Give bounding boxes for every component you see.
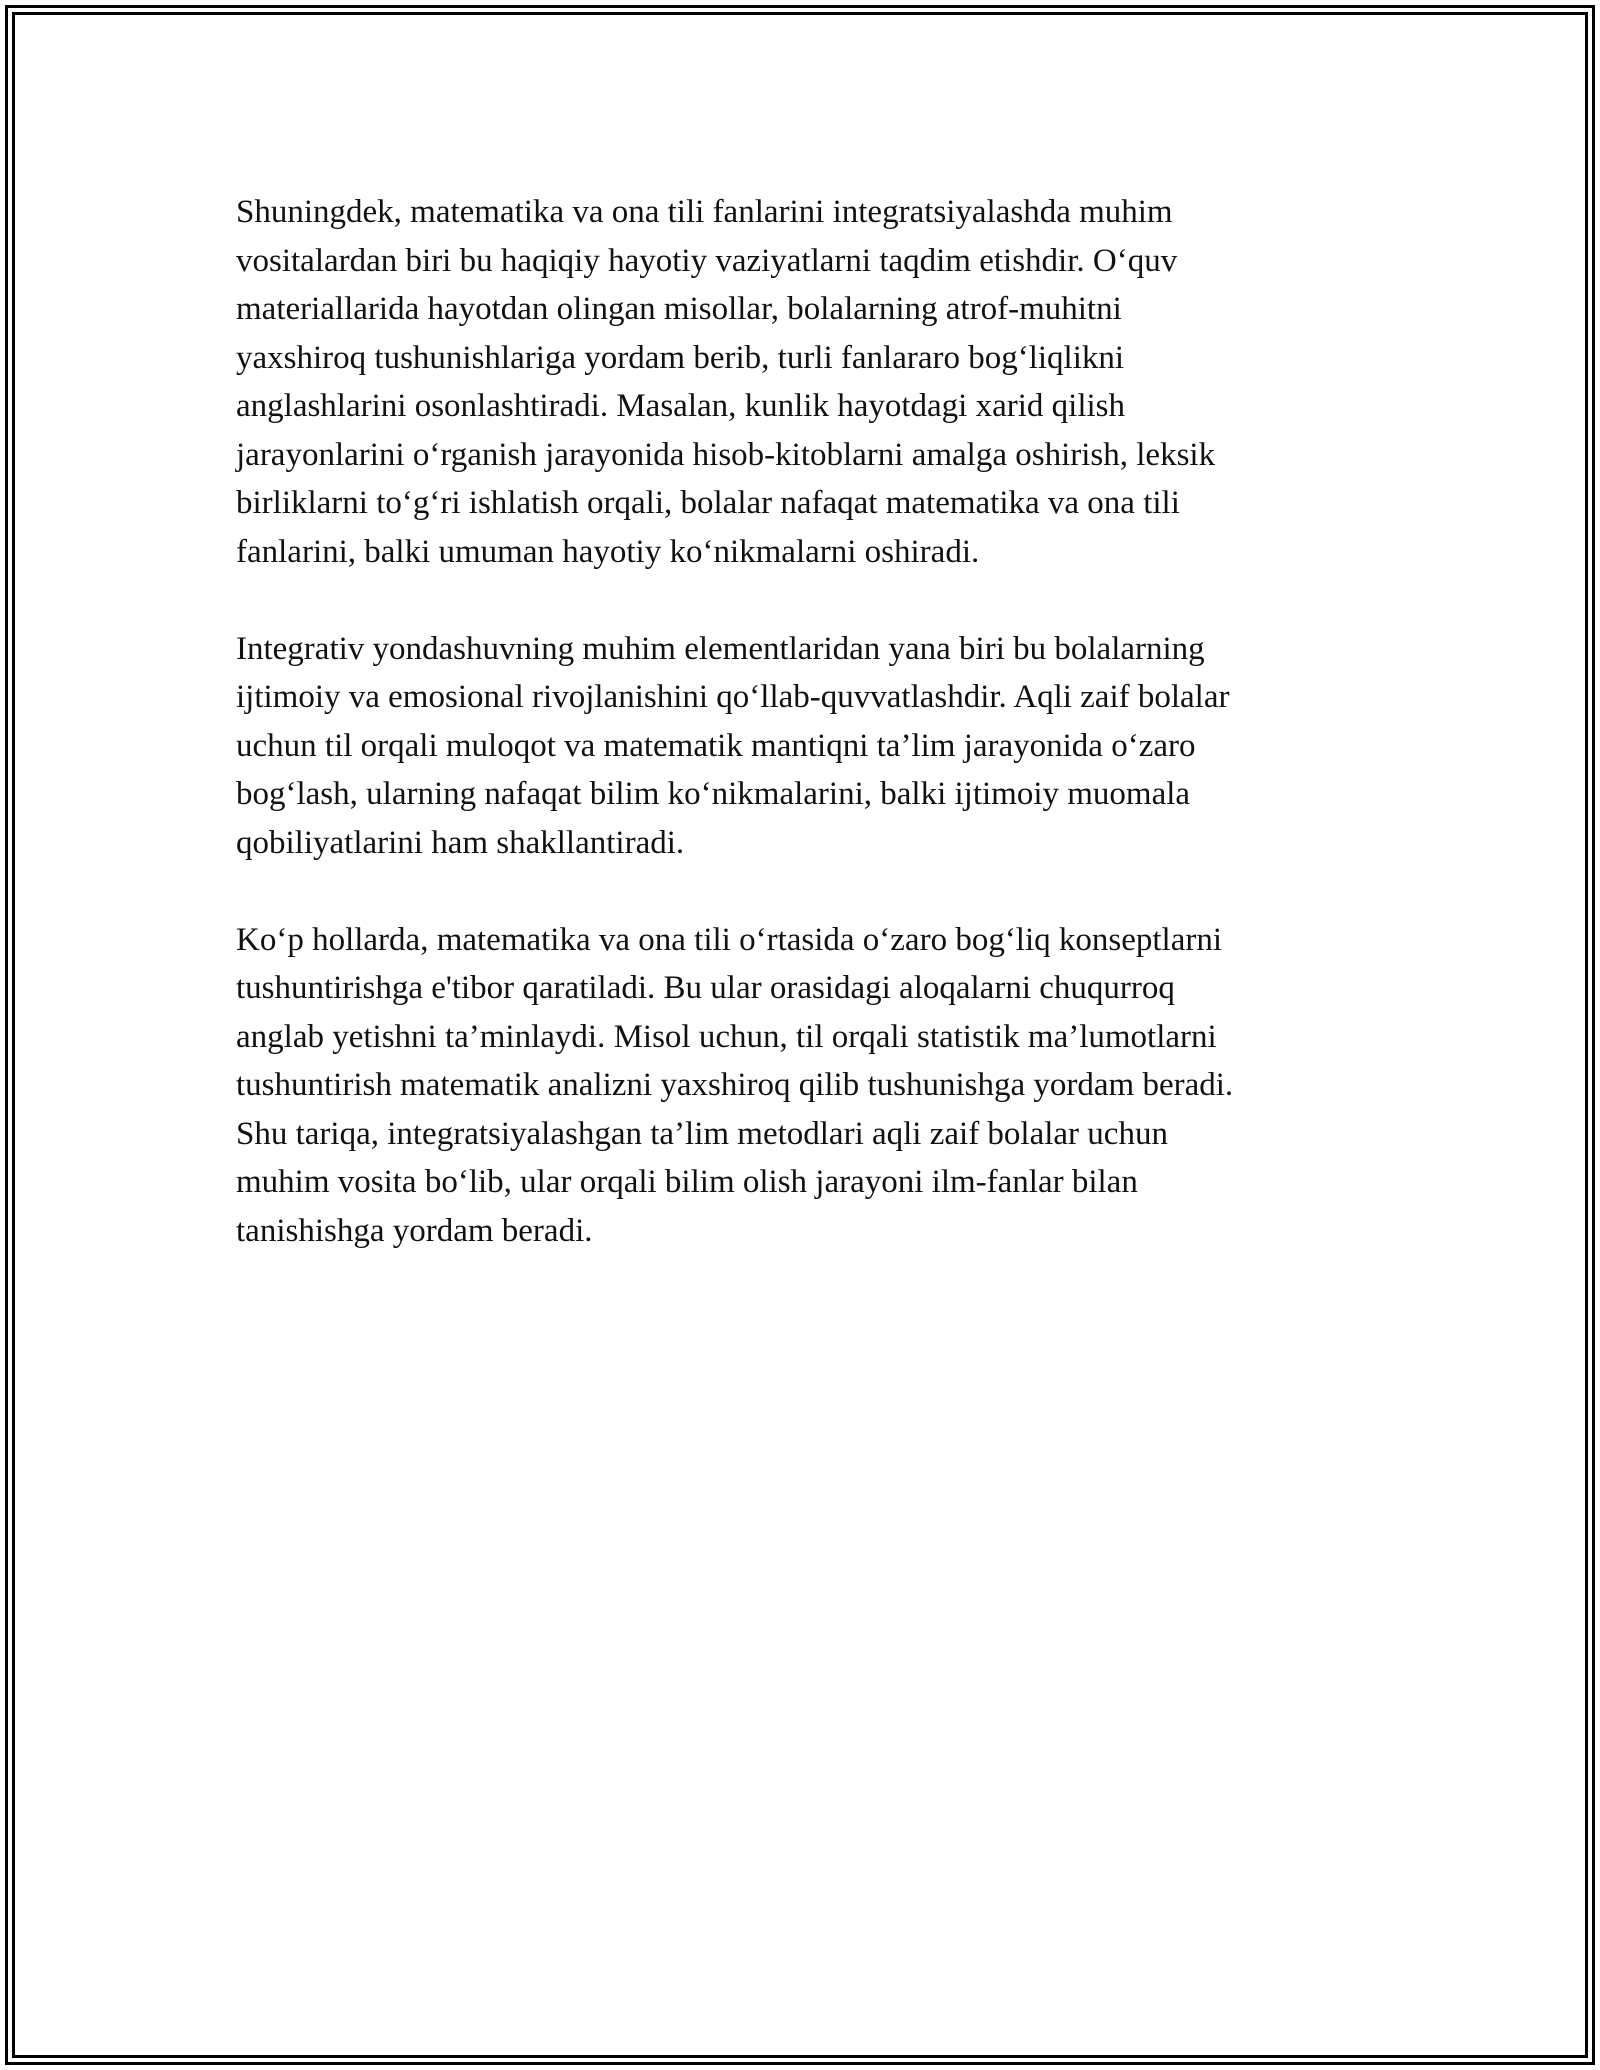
document-body (236, 188, 1366, 1304)
paragraph-3: Ko‘p hollarda, matematika va ona tili o‘rtasida o‘zaro bog‘liq konseptlarni tushuntirishga e'tibor qaratiladi. Bu ular orasidagi aloqalarni chuqurroq anglab yetishni ta’minlaydi. Misol uchun, til orqali statistik ma’lumotlarni tushuntirish matematik analizni yaxshiroq qilib tushunishga yordam beradi. Shu tariqa, integratsiyalashgan ta’lim metodlari aqli zaif bolalar uchun muhim vosita bo‘lib, ular orqali bilim olish jarayoni ilm-fanlar bilan tanishishga yordam beradi. (236, 921, 1234, 1249)
paragraph-2: Integrativ yondashuvning muhim elementlaridan yana biri bu bolalarning ijtimoiy va emosional rivojlanishini qo‘llab-quvvatlashdir. Aqli zaif bolalar uchun til orqali muloqot va matematik mantiqni ta’lim jarayonida o‘zaro bog‘lash, ularning nafaqat bilim ko‘nikmalarini, balki ijtimoiy muomala qobiliyatlarini ham shakllantiradi. (236, 630, 1230, 861)
paragraph-1: Shuningdek, matematika va ona tili fanlarini integratsiyalashda muhim vositalardan biri bu haqiqiy hayotiy vaziyatlarni taqdim etishdir. O‘quv materiallarida hayotdan olingan misollar, bolalarning atrof-muhitni yaxshiroq tushunishlariga yordam berib, turli fanlararo bog‘liqlikni anglashlarini osonlashtiradi. Masalan, kunlik hayotdagi xarid qilish jarayonlarini o‘rganish jarayonida hisob-kitoblarni amalga oshirish, leksik birliklarni to‘g‘ri ishlatish orqali, bolalar nafaqat matematika va ona tili fanlarini, balki umuman hayotiy ko‘nikmalarni oshiradi. (236, 194, 1216, 570)
